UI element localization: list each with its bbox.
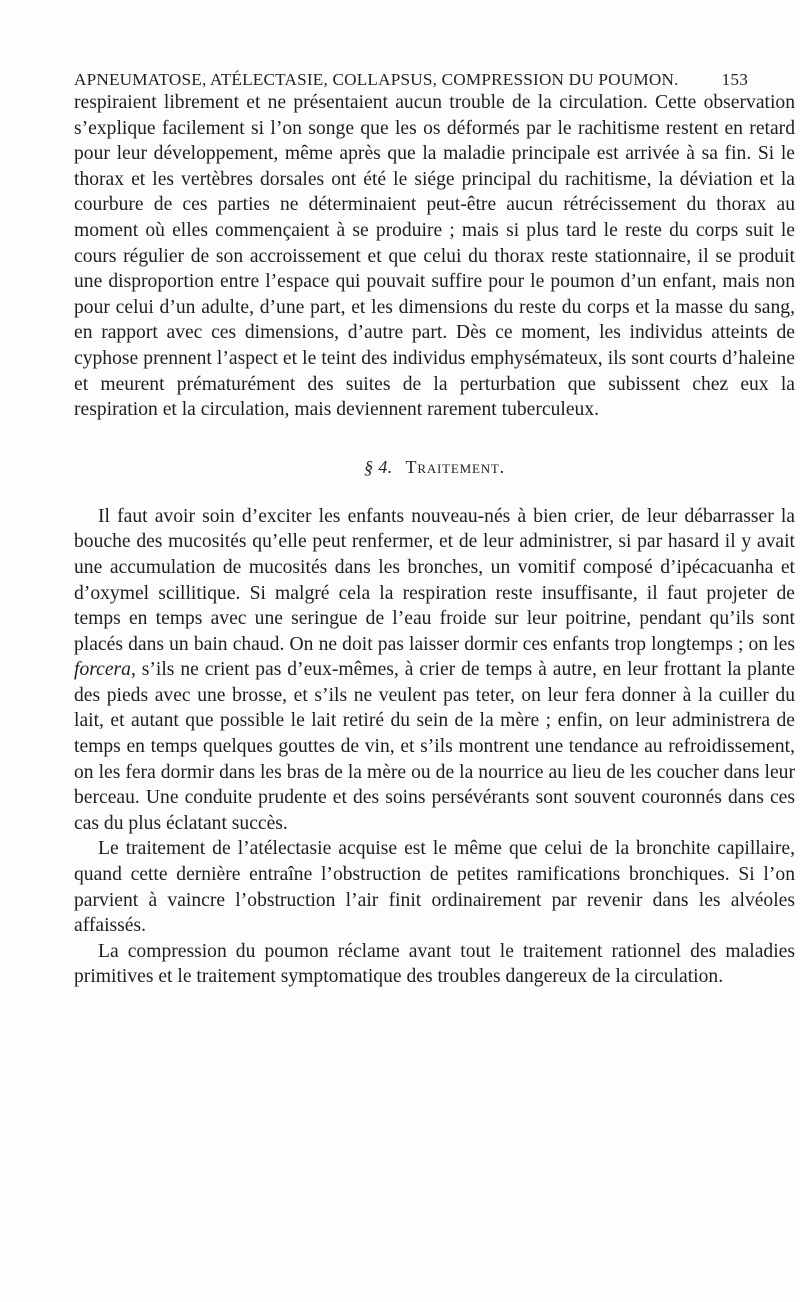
section-heading	[74, 457, 795, 478]
running-head	[74, 70, 748, 90]
atelectasis-paragraph: Le traitement de l’atélectasie acquise est le même que celui de la bronchite capillaire, quand cette dernière entraîne l’obstruction de petites ramifications bronchiques. Si l’on parvient à vaincre l’obstruction l’air finit ordinairement par revenir dans les alvéoles affaissés.	[74, 838, 795, 937]
page-number: 153	[721, 70, 748, 89]
treatment-paragraph	[74, 504, 795, 837]
intro-paragraph: respiraient librement et ne présentaient aucun trouble de la circulation. Cette observation s’explique facilement si l’on songe que les os déformés par le rachitisme restent en retard pour leur développement, même après que la maladie principale est arrivée à sa fin. Si le thorax et les vertèbres dorsales ont été le siége principal du rachitisme, la déviation et la courbure de ces parties ne déterminaient peut-être aucun rétrécissement du thorax au moment où elles commençaient à se produire ; mais si plus tard le reste du corps suit le cours régulier de son accroissement et que celui du thorax reste stationnaire, il se produit une disproportion entre l’espace qui pouvait suffire pour le poumon d’un enfant, mais non pour celui d’un adulte, d’une part, et les dimensions du reste du corps et la masse du sang, en rapport avec ces dimensions, d’autre part. Dès ce moment, les individus atteints de cyphose prennent l’aspect et le teint des individus emphysémateux, ils sont courts d’haleine et meurent prématurément des suites de la perturbation que subissent chez eux la respiration et la circulation, mais deviennent rarement tuberculeux.	[74, 92, 795, 421]
body-text	[74, 90, 795, 990]
treatment-text-part2: , s’ils ne crient pas d’eux-mêmes, à crier de temps à autre, en leur frottant la plante des pieds avec une brosse, et s’ils ne veulent pas teter, on leur fera donner à la cuiller du lait, et autant que possible le lait retiré du sein de la mère ; enfin, on leur administrera de temps en temps quelques gouttes de vin, et s’ils montrent une tendance au refroidissement, on les fera dormir dans les bras de la mère ou de la nourrice au lieu de les coucher dans leur berceau. Une conduite prudente et des soins persévérants sont souvent couronnés dans ces cas du plus éclatant succès.	[74, 659, 795, 834]
section-number: § 4.	[364, 456, 393, 477]
treatment-emphasis: forcera	[74, 659, 131, 681]
treatment-text-part1: Il faut avoir soin d’exciter les enfants nouveau-nés à bien crier, de leur débarrasser la bouche des mucosités qu’elle peut renfermer, et de leur administrer, si par hasard il y avait une accumulation de mucosités dans les bronches, un vomitif composé d’ipécacuanha et d’oxymel scillitique. Si malgré cela la respiration reste insuffisante, il faut projeter de temps en temps avec une seringue de l’eau froide sur leur poitrine, pendant qu’ils sont placés dans un bain chaud. On ne doit pas laisser dormir ces enfants trop longtemps ; on les	[74, 505, 795, 655]
compression-paragraph: La compression du poumon réclame avant tout le traitement rationnel des maladies primitives et le traitement symptomatique des troubles dangereux de la circulation.	[74, 940, 795, 988]
running-head-title: APNEUMATOSE, ATÉLECTASIE, COLLAPSUS, COMPRESSION DU POUMON.	[74, 70, 679, 89]
section-title: Traitement.	[405, 456, 505, 477]
